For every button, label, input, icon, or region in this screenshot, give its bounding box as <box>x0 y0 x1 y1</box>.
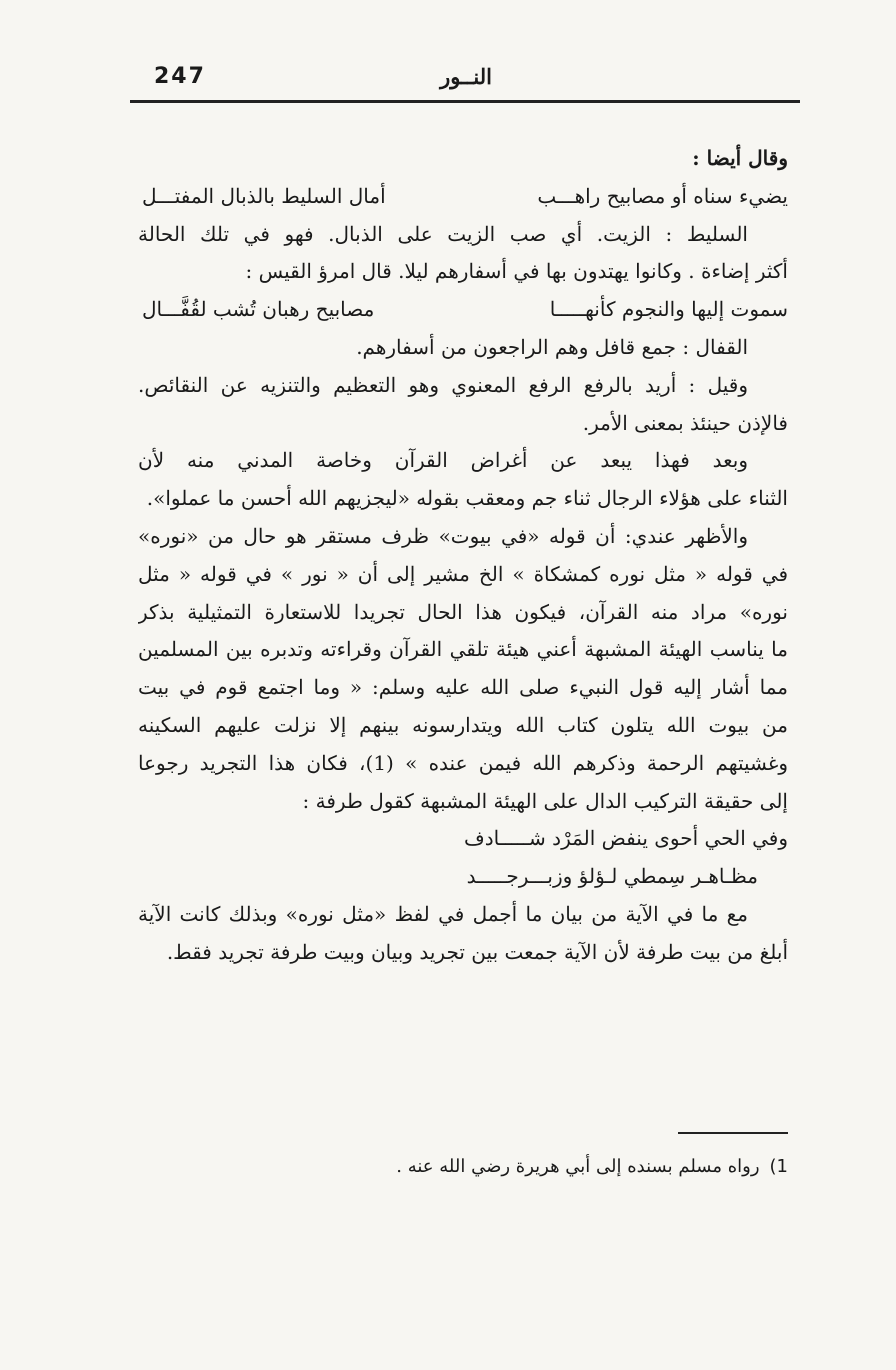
text-line: أبلغ من بيت طرفة لأن الآية جمعت بين تجريد وبيان وبيت طرفة تجريد فقط. <box>166 939 788 964</box>
text-line: والأظهر عندي: أن قوله «في بيوت» ظرف مستقر هو حال من «نوره» <box>138 523 748 548</box>
text-line: نوره» مراد منه القرآن، فيكون هذا الحال تجريدا للاستعارة التمثيلية بذكر <box>138 599 788 624</box>
verse-hemistich-first: يضيء سناه أو مصابيح راهـــب <box>537 183 788 208</box>
text-line: فالإذن حينئذ بمعنى الأمر. <box>582 410 788 435</box>
text-line: في قوله « مثل نوره كمشكاة » الخ مشير إلى أن « نور » في قوله « مثل <box>138 561 788 586</box>
body-text <box>138 140 788 972</box>
text-line: السليط : الزيت. أي صب الزيت على الذبال. فهو في تلك الحالة <box>138 221 748 246</box>
verse-line <box>138 291 788 329</box>
footnote-text: رواه مسلم بسنده إلى أبي هريرة رضي الله عنه . <box>396 1156 760 1177</box>
text-line: أكثر إضاءة . وكانوا يهتدون بها في أسفارهم ليلا. قال امرؤ القيس : <box>245 259 788 284</box>
text-line: مع ما في الآية من بيان ما أجمل في لفظ «مثل نوره» وبذلك كانت الآية <box>138 901 748 926</box>
page-header <box>132 60 800 96</box>
footnote-marker: 1) <box>769 1156 788 1177</box>
text-line: إلى حقيقة التركيب الدال على الهيئة المشبهة كقول طرفة : <box>302 788 788 813</box>
running-title: النــور <box>440 64 492 89</box>
text-line: وقيل : أريد بالرفع الرفع المعنوي وهو التعظيم والتنزيه عن النقائص. <box>138 372 748 397</box>
verse-hemistich-second: أمال السليط بالذبال المفتـــل <box>142 183 386 208</box>
section-heading: وقال أيضا : <box>692 146 788 170</box>
text-line: الثناء على هؤلاء الرجال ثناء جم ومعقب بقوله «ليجزيهم الله أحسن ما عملوا». <box>146 486 788 511</box>
text-line: ما يناسب الهيئة المشبهة أعني هيئة تلقي القرآن وقراءته وتدبره بين المسلمين <box>138 637 788 662</box>
footnote-rule <box>678 1132 788 1134</box>
text-line: من بيوت الله يتلون كتاب الله ويتدارسونه بينهم إلا نزلت عليهم السكينه <box>138 712 788 737</box>
verse-hemistich-first: سموت إليها والنجوم كأنهـــــا <box>549 297 788 322</box>
verse-line: وفي الحي أحوى ينفض المَرْد شـــــادف <box>464 826 788 851</box>
verse-line <box>138 178 788 216</box>
verse-hemistich-second: مصابيح رهبان تُشب لقُفَّـــال <box>142 297 375 322</box>
text-line: القفال : جمع قافل وهم الراجعون من أسفارهم. <box>356 334 748 359</box>
verse-line: مظـاهـر سِمطي لـؤلؤ وزبـــرجـــــد <box>466 864 758 889</box>
text-line: وبعد فهذا يبعد عن أغراض القرآن وخاصة المدني منه لأن <box>138 448 748 473</box>
footnote <box>138 1150 788 1184</box>
header-rule <box>130 100 800 103</box>
text-line: مما أشار إليه قول النبيء صلى الله عليه وسلم: « وما اجتمع قوم في بيت <box>138 675 788 700</box>
text-line: وغشيتهم الرحمة وذكرهم الله فيمن عنده » (1)، فكان هذا التجريد رجوعا <box>138 750 788 775</box>
page-number: 247 <box>154 64 206 89</box>
